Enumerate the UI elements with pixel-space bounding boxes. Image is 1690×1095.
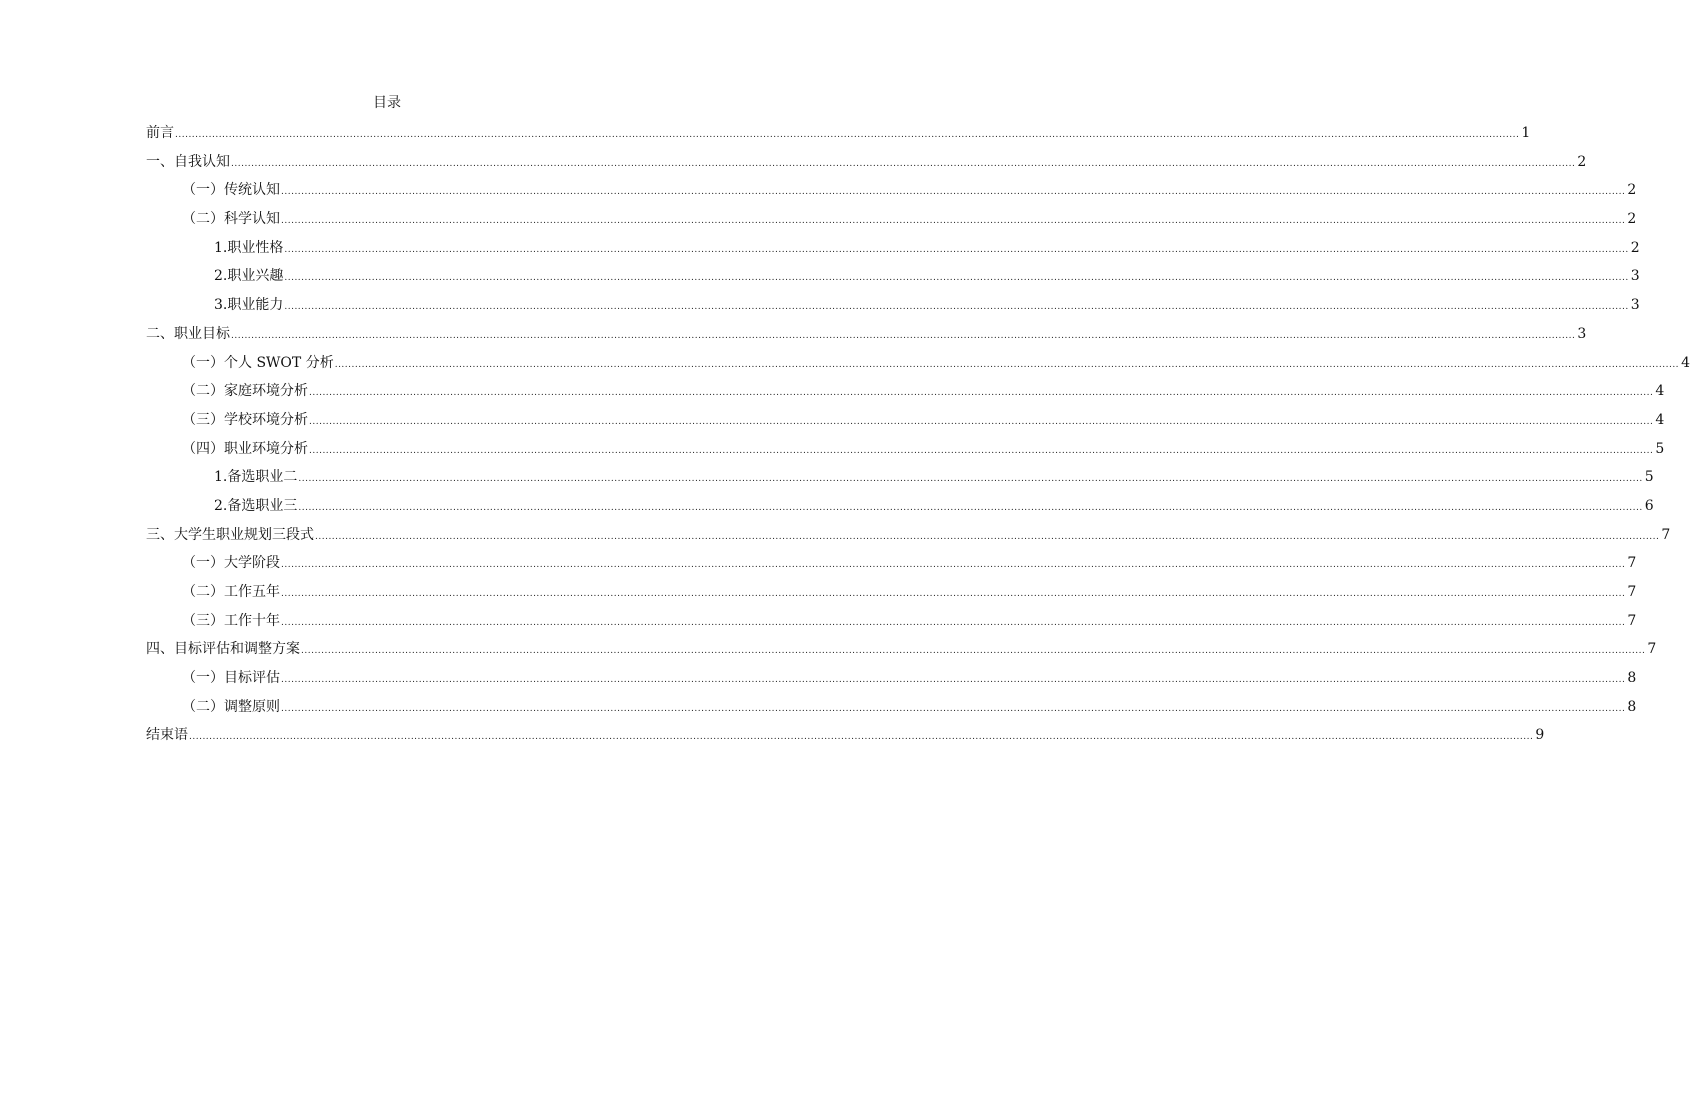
toc-entry[interactable] <box>146 549 1637 578</box>
toc-page-number: 2 <box>1630 239 1640 256</box>
toc-entry-text: 前言 <box>146 125 174 141</box>
toc-entry[interactable] <box>146 262 1640 291</box>
toc-entry[interactable] <box>146 578 1637 607</box>
toc-page-number: 7 <box>1627 555 1637 572</box>
toc-entry[interactable] <box>146 406 1665 435</box>
toc-page-number: 1 <box>1521 125 1531 141</box>
toc-entry-text: 3.职业能力 <box>214 297 284 314</box>
toc-dot-leader: ................................................................................................................................................................................................................................................................................................................................................................................................................ <box>281 617 1626 628</box>
toc-page-number: 7 <box>1661 526 1671 543</box>
toc-entry-text: 结束语 <box>146 727 188 744</box>
toc-page-number: 7 <box>1627 584 1637 600</box>
toc-dot-leader: ................................................................................................................................................................................................................................................................................................................................................................................................................ <box>284 244 1629 255</box>
toc-entry[interactable] <box>146 492 1654 521</box>
toc-page-number: 7 <box>1647 641 1657 658</box>
toc-dot-leader: ................................................................................................................................................................................................................................................................................................................................................................................................................ <box>315 531 1660 542</box>
toc-dot-leader: ................................................................................................................................................................................................................................................................................................................................................................................................................ <box>281 703 1626 714</box>
toc-dot-leader: ................................................................................................................................................................................................................................................................................................................................................................................................................ <box>309 445 1654 456</box>
toc-dot-leader: ................................................................................................................................................................................................................................................................................................................................................................................................................ <box>231 158 1576 169</box>
toc-dot-leader: ................................................................................................................................................................................................................................................................................................................................................................................................................ <box>281 216 1626 227</box>
toc-entry[interactable] <box>146 664 1637 693</box>
toc-dot-leader: ................................................................................................................................................................................................................................................................................................................................................................................................................ <box>281 187 1626 198</box>
toc-entry[interactable] <box>146 377 1665 406</box>
toc-entry[interactable] <box>146 291 1640 320</box>
toc-entry[interactable] <box>146 320 1587 349</box>
toc-entry-text: （二）调整原则 <box>182 698 280 715</box>
toc-page-number: 2 <box>1627 182 1637 199</box>
toc-dot-leader: ................................................................................................................................................................................................................................................................................................................................................................................................................ <box>281 675 1626 686</box>
toc-dot-leader: ................................................................................................................................................................................................................................................................................................................................................................................................................ <box>309 416 1654 427</box>
toc-entry[interactable] <box>146 176 1637 205</box>
toc-entry[interactable] <box>146 463 1654 492</box>
toc-entry[interactable] <box>146 521 1671 550</box>
toc-entry[interactable] <box>146 119 1531 148</box>
toc-entry-text: 四、目标评估和调整方案 <box>146 641 300 658</box>
toc-dot-leader: ................................................................................................................................................................................................................................................................................................................................................................................................................ <box>284 273 1629 284</box>
toc-entry-text: （二）家庭环境分析 <box>182 383 308 400</box>
toc-entry-text: （一）个人 SWOT 分析 <box>182 354 334 371</box>
toc-entry-text: （四）职业环境分析 <box>182 440 308 457</box>
toc-page-number: 7 <box>1627 612 1637 629</box>
toc-page-number: 4 <box>1681 354 1690 371</box>
toc-entry[interactable] <box>146 435 1665 464</box>
toc-page-number: 6 <box>1644 497 1654 514</box>
toc-title: 目录 <box>373 95 401 111</box>
toc-dot-leader: ................................................................................................................................................................................................................................................................................................................................................................................................................ <box>231 330 1576 341</box>
toc-dot-leader: ................................................................................................................................................................................................................................................................................................................................................................................................................ <box>189 732 1534 743</box>
toc-entry[interactable] <box>146 635 1657 664</box>
toc-entry[interactable] <box>146 205 1637 234</box>
toc-page-number: 9 <box>1535 727 1545 744</box>
toc-entry[interactable] <box>146 607 1637 636</box>
toc-page-number: 3 <box>1630 297 1640 314</box>
toc-entry-text: 2.职业兴趣 <box>214 268 284 285</box>
toc-entry-text: （三）工作十年 <box>182 612 280 629</box>
toc-page-number: 5 <box>1644 469 1654 486</box>
toc-entry[interactable] <box>146 721 1545 750</box>
toc-page-number: 8 <box>1627 670 1637 687</box>
toc-entry-text: （二）科学认知 <box>182 211 280 228</box>
toc-entry-text: （三）学校环境分析 <box>182 411 308 428</box>
toc-dot-leader: ................................................................................................................................................................................................................................................................................................................................................................................................................ <box>284 302 1629 313</box>
toc-entry-text: 1.职业性格 <box>214 239 284 256</box>
toc-page-number: 5 <box>1655 440 1665 457</box>
toc-entry-text: （一）传统认知 <box>182 182 280 199</box>
toc-page-number: 2 <box>1627 211 1637 228</box>
toc-entry-text: 三、大学生职业规划三段式 <box>146 526 314 543</box>
toc-page-number: 3 <box>1577 325 1587 342</box>
toc-dot-leader: ................................................................................................................................................................................................................................................................................................................................................................................................................ <box>281 589 1626 599</box>
toc-entry-text: （一）大学阶段 <box>182 555 280 572</box>
toc-dot-leader: ................................................................................................................................................................................................................................................................................................................................................................................................................ <box>301 646 1646 657</box>
toc-page-number: 4 <box>1655 383 1665 400</box>
toc-dot-leader: ................................................................................................................................................................................................................................................................................................................................................................................................................ <box>281 560 1626 571</box>
toc-page-number: 2 <box>1577 153 1587 170</box>
toc-dot-leader: ................................................................................................................................................................................................................................................................................................................................................................................................................ <box>298 474 1643 485</box>
toc-entry-text: 2.备选职业三 <box>214 497 298 514</box>
toc-entry-text: 1.备选职业二 <box>214 469 298 486</box>
toc-entry-text: （一）目标评估 <box>182 670 280 687</box>
toc-page-number: 3 <box>1630 268 1640 285</box>
table-of-contents <box>146 119 1690 750</box>
toc-entry-text: 二、职业目标 <box>146 325 230 342</box>
toc-entry[interactable] <box>146 234 1640 263</box>
toc-page-number: 8 <box>1627 698 1637 715</box>
toc-entry-text: （二）工作五年 <box>182 584 280 600</box>
toc-dot-leader: ................................................................................................................................................................................................................................................................................................................................................................................................................ <box>334 359 1680 370</box>
toc-entry[interactable] <box>146 693 1637 722</box>
toc-dot-leader: ................................................................................................................................................................................................................................................................................................................................................................................................................ <box>309 388 1654 399</box>
toc-dot-leader: ................................................................................................................................................................................................................................................................................................................................................................................................................ <box>298 502 1643 513</box>
toc-entry[interactable] <box>146 349 1690 378</box>
toc-dot-leader: ................................................................................................................................................................................................................................................................................................................................................................................................................ <box>175 130 1520 140</box>
toc-entry-text: 一、自我认知 <box>146 153 230 170</box>
toc-page-number: 4 <box>1655 411 1665 428</box>
toc-entry[interactable] <box>146 148 1587 177</box>
